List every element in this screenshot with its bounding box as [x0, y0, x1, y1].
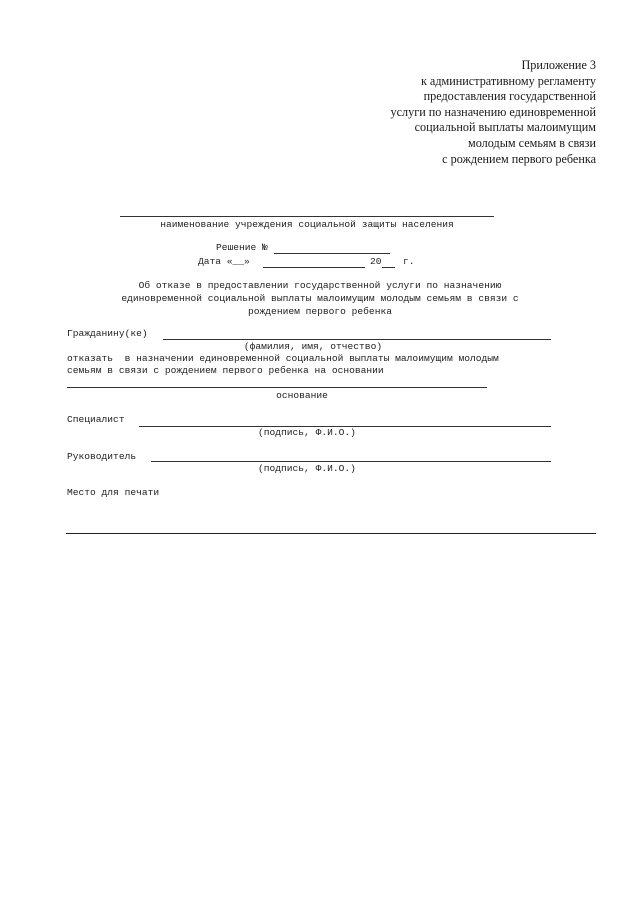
- doc-title-line: единовременной социальной выплаты малоимущим молодым семьям в связи с: [121, 293, 519, 304]
- head-signature-caption: (подпись, Ф.И.О.): [258, 463, 356, 474]
- stamp-label: Место для печати: [67, 487, 160, 498]
- doc-title-line: рождением первого ребенка: [248, 306, 392, 317]
- basis-line: [67, 387, 487, 388]
- annex-line: социальной выплаты малоимущим: [414, 120, 596, 135]
- citizen-label: Гражданину(ке): [67, 328, 148, 339]
- doc-title-line: Об отказе в предоставлении государственной услуги по назначению: [138, 280, 502, 291]
- bottom-rule: [66, 533, 596, 534]
- institution-caption: наименование учреждения социальной защиты населения: [160, 219, 454, 230]
- head-label: Руководитель: [67, 451, 137, 462]
- date-year-line: [382, 267, 395, 268]
- specialist-label: Специалист: [67, 414, 125, 425]
- citizen-caption: (фамилия, имя, отчество): [243, 341, 383, 352]
- date-label: Дата «__»: [198, 256, 250, 267]
- refuse-line: семьям в связи с рождением первого ребенка на основании: [67, 365, 384, 376]
- annex-line: с рождением первого ребенка: [442, 151, 596, 166]
- date-month-line: [263, 267, 365, 268]
- head-signature-line: [151, 461, 551, 462]
- citizen-name-line: [163, 339, 551, 340]
- annex-line: молодым семьям в связи: [468, 135, 596, 150]
- decision-label: Решение №: [216, 242, 268, 253]
- annex-line: предоставления государственной: [423, 89, 596, 104]
- basis-caption: основание: [276, 390, 328, 401]
- year-suffix: г.: [403, 256, 415, 267]
- annex-line: к административному регламенту: [420, 73, 596, 88]
- refuse-line: отказать в назначении единовременной социальной выплаты малоимущим молодым: [67, 353, 499, 364]
- institution-line: [120, 216, 494, 217]
- specialist-signature-caption: (подпись, Ф.И.О.): [258, 427, 356, 438]
- annex-line: услуги по назначению единовременной: [390, 104, 596, 119]
- annex-header: [296, 58, 596, 167]
- year-prefix: 20: [370, 256, 382, 267]
- decision-number-line: [274, 253, 390, 254]
- annex-line: Приложение 3: [521, 58, 596, 72]
